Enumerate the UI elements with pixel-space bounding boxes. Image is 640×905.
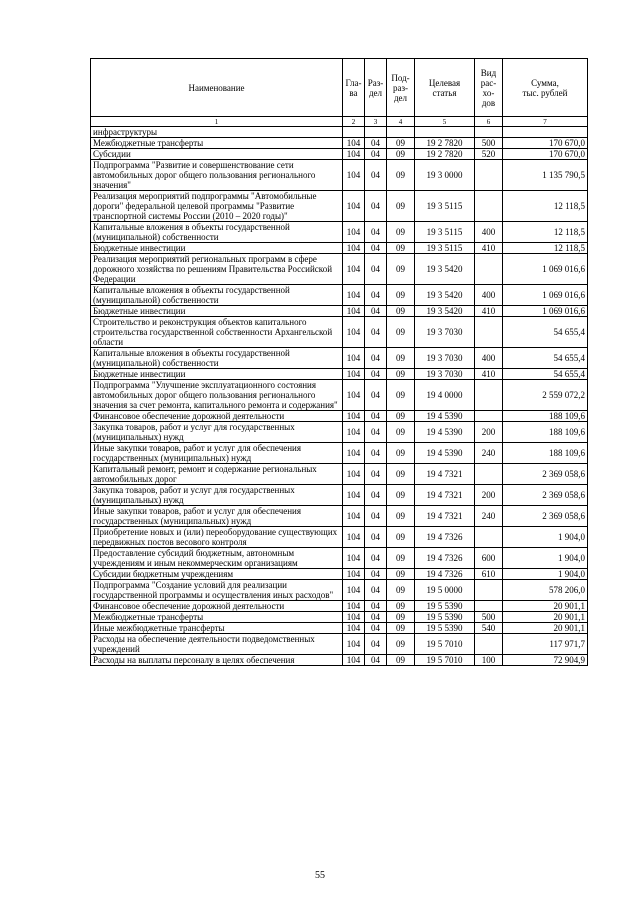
row-name: Приобретение новых и (или) переоборудование существующих передвижных постов весового контроля [91, 527, 343, 548]
row-razdel: 04 [365, 306, 387, 317]
row-podrazdel: 09 [387, 317, 415, 348]
table-row [91, 506, 588, 527]
row-name: Бюджетные инвестиции [91, 369, 343, 380]
row-razdel: 04 [365, 222, 387, 243]
table-row [91, 222, 588, 243]
row-target: 19 5 5390 [415, 612, 475, 623]
row-name: Расходы на обеспечение деятельности подведомственных учреждений [91, 634, 343, 655]
row-glava: 104 [343, 655, 365, 666]
row-target: 19 4 5390 [415, 411, 475, 422]
row-target: 19 3 5420 [415, 285, 475, 306]
row-podrazdel: 09 [387, 285, 415, 306]
row-name: Иные межбюджетные трансферты [91, 623, 343, 634]
row-sum: 72 904,9 [503, 655, 588, 666]
row-name: Бюджетные инвестиции [91, 306, 343, 317]
row-razdel [365, 127, 387, 138]
row-razdel: 04 [365, 285, 387, 306]
row-podrazdel: 09 [387, 634, 415, 655]
colnum-7: 7 [503, 117, 588, 127]
row-name: Закупка товаров, работ и услуг для государственных (муниципальных) нужд [91, 485, 343, 506]
row-glava: 104 [343, 380, 365, 411]
row-target: 19 3 7030 [415, 317, 475, 348]
colnum-2: 2 [343, 117, 365, 127]
row-podrazdel: 09 [387, 601, 415, 612]
row-target: 19 5 5390 [415, 623, 475, 634]
row-vid: 610 [475, 569, 503, 580]
row-razdel: 04 [365, 464, 387, 485]
row-razdel: 04 [365, 580, 387, 601]
row-name: Реализация мероприятий региональных программ в сфере дорожного хозяйства по решениям Правительства Российской Федерации [91, 254, 343, 285]
row-vid [475, 601, 503, 612]
row-vid [475, 380, 503, 411]
row-vid [475, 527, 503, 548]
row-vid: 410 [475, 306, 503, 317]
row-glava [343, 127, 365, 138]
row-razdel: 04 [365, 138, 387, 149]
table-row [91, 317, 588, 348]
row-target: 19 4 5390 [415, 443, 475, 464]
row-razdel: 04 [365, 422, 387, 443]
budget-table-page [90, 58, 587, 666]
header-name: Наименование [91, 59, 343, 117]
table-header-row [91, 59, 588, 117]
row-vid: 200 [475, 422, 503, 443]
table-row [91, 527, 588, 548]
table-row [91, 612, 588, 623]
row-name: Подпрограмма "Улучшение эксплуатационного состояния автомобильных дорог общего пользования регионального значения за счет ремонта, капитального ремонта и содержания" [91, 380, 343, 411]
row-sum: 54 655,4 [503, 317, 588, 348]
row-glava: 104 [343, 580, 365, 601]
row-target: 19 5 0000 [415, 580, 475, 601]
colnum-4: 4 [387, 117, 415, 127]
table-row [91, 191, 588, 222]
row-target: 19 3 5115 [415, 222, 475, 243]
row-sum: 170 670,0 [503, 149, 588, 160]
header-podrazdel: Под- раз- дел [387, 59, 415, 117]
row-target: 19 2 7820 [415, 138, 475, 149]
row-sum: 188 109,6 [503, 443, 588, 464]
row-target: 19 2 7820 [415, 149, 475, 160]
row-sum: 117 971,7 [503, 634, 588, 655]
table-row [91, 160, 588, 191]
table-row [91, 655, 588, 666]
row-razdel: 04 [365, 506, 387, 527]
table-row [91, 634, 588, 655]
row-sum: 54 655,4 [503, 369, 588, 380]
table-row [91, 348, 588, 369]
row-sum: 1 904,0 [503, 548, 588, 569]
table-body [91, 127, 588, 666]
row-glava: 104 [343, 254, 365, 285]
row-vid: 200 [475, 485, 503, 506]
row-vid [475, 411, 503, 422]
row-podrazdel: 09 [387, 443, 415, 464]
row-podrazdel: 09 [387, 149, 415, 160]
colnum-5: 5 [415, 117, 475, 127]
table-row [91, 254, 588, 285]
colnum-6: 6 [475, 117, 503, 127]
row-vid: 240 [475, 506, 503, 527]
table-row [91, 306, 588, 317]
row-target: 19 3 5420 [415, 306, 475, 317]
header-target: Целевая статья [415, 59, 475, 117]
row-podrazdel: 09 [387, 506, 415, 527]
row-glava: 104 [343, 612, 365, 623]
row-vid: 540 [475, 623, 503, 634]
table-row [91, 569, 588, 580]
row-target: 19 4 7326 [415, 548, 475, 569]
row-podrazdel [387, 127, 415, 138]
row-name: Бюджетные инвестиции [91, 243, 343, 254]
row-vid [475, 127, 503, 138]
row-glava: 104 [343, 527, 365, 548]
row-glava: 104 [343, 243, 365, 254]
row-target: 19 4 7321 [415, 506, 475, 527]
row-target: 19 4 7326 [415, 569, 475, 580]
row-target: 19 3 7030 [415, 348, 475, 369]
row-vid [475, 464, 503, 485]
row-glava: 104 [343, 149, 365, 160]
row-vid [475, 160, 503, 191]
row-name: Закупка товаров, работ и услуг для государственных (муниципальных) нужд [91, 422, 343, 443]
row-razdel: 04 [365, 254, 387, 285]
row-target: 19 4 7321 [415, 464, 475, 485]
row-razdel: 04 [365, 569, 387, 580]
row-razdel: 04 [365, 485, 387, 506]
row-glava: 104 [343, 548, 365, 569]
row-glava: 104 [343, 348, 365, 369]
row-target: 19 5 7010 [415, 634, 475, 655]
header-razdel: Раз- дел [365, 59, 387, 117]
colnum-1: 1 [91, 117, 343, 127]
row-razdel: 04 [365, 369, 387, 380]
row-vid [475, 634, 503, 655]
row-sum: 578 206,0 [503, 580, 588, 601]
row-glava: 104 [343, 485, 365, 506]
row-target: 19 4 5390 [415, 422, 475, 443]
row-vid: 520 [475, 149, 503, 160]
row-glava: 104 [343, 160, 365, 191]
table-row [91, 601, 588, 612]
row-sum: 2 369 058,6 [503, 464, 588, 485]
table-row [91, 380, 588, 411]
row-vid [475, 191, 503, 222]
table-row [91, 580, 588, 601]
row-razdel: 04 [365, 623, 387, 634]
table-row [91, 411, 588, 422]
row-glava: 104 [343, 506, 365, 527]
row-podrazdel: 09 [387, 612, 415, 623]
row-podrazdel: 09 [387, 485, 415, 506]
row-name: Реализация мероприятий подпрограммы "Автомобильные дороги" федеральной целевой программы "Развитие транспортной системы России (2010 – 2020 годы)" [91, 191, 343, 222]
row-razdel: 04 [365, 527, 387, 548]
row-razdel: 04 [365, 655, 387, 666]
row-razdel: 04 [365, 380, 387, 411]
row-podrazdel: 09 [387, 623, 415, 634]
row-glava: 104 [343, 569, 365, 580]
row-podrazdel: 09 [387, 464, 415, 485]
row-target: 19 3 0000 [415, 160, 475, 191]
row-vid: 240 [475, 443, 503, 464]
row-sum: 188 109,6 [503, 422, 588, 443]
row-vid: 410 [475, 243, 503, 254]
row-glava: 104 [343, 623, 365, 634]
column-number-row [91, 117, 588, 127]
row-sum: 170 670,0 [503, 138, 588, 149]
row-name: инфраструктуры [91, 127, 343, 138]
row-glava: 104 [343, 601, 365, 612]
row-vid [475, 580, 503, 601]
row-sum: 1 069 016,6 [503, 306, 588, 317]
row-name: Субсидии бюджетным учреждениям [91, 569, 343, 580]
row-razdel: 04 [365, 612, 387, 623]
row-sum: 2 559 072,2 [503, 380, 588, 411]
row-podrazdel: 09 [387, 222, 415, 243]
row-name: Межбюджетные трансферты [91, 138, 343, 149]
row-target: 19 3 7030 [415, 369, 475, 380]
row-podrazdel: 09 [387, 527, 415, 548]
row-podrazdel: 09 [387, 655, 415, 666]
row-podrazdel: 09 [387, 348, 415, 369]
row-glava: 104 [343, 191, 365, 222]
row-glava: 104 [343, 138, 365, 149]
row-sum: 20 901,1 [503, 612, 588, 623]
row-name: Иные закупки товаров, работ и услуг для обеспечения государственных (муниципальных) нужд [91, 443, 343, 464]
row-razdel: 04 [365, 348, 387, 369]
table-row [91, 485, 588, 506]
table-row [91, 623, 588, 634]
table-row [91, 369, 588, 380]
row-sum: 20 901,1 [503, 623, 588, 634]
row-target: 19 3 5420 [415, 254, 475, 285]
row-razdel: 04 [365, 149, 387, 160]
table-row [91, 285, 588, 306]
row-podrazdel: 09 [387, 254, 415, 285]
row-razdel: 04 [365, 317, 387, 348]
row-podrazdel: 09 [387, 243, 415, 254]
page-number: 55 [315, 870, 325, 881]
row-sum: 1 904,0 [503, 569, 588, 580]
row-name: Расходы на выплаты персоналу в целях обеспечения [91, 655, 343, 666]
row-sum: 2 369 058,6 [503, 485, 588, 506]
row-vid: 500 [475, 612, 503, 623]
row-podrazdel: 09 [387, 191, 415, 222]
row-razdel: 04 [365, 601, 387, 612]
row-sum [503, 127, 588, 138]
row-sum: 188 109,6 [503, 411, 588, 422]
colnum-3: 3 [365, 117, 387, 127]
table-row [91, 464, 588, 485]
row-sum: 1 069 016,6 [503, 254, 588, 285]
table-row [91, 138, 588, 149]
row-podrazdel: 09 [387, 138, 415, 149]
row-target: 19 4 7321 [415, 485, 475, 506]
row-sum: 2 369 058,6 [503, 506, 588, 527]
row-podrazdel: 09 [387, 411, 415, 422]
row-sum: 12 118,5 [503, 243, 588, 254]
header-vid: Вид рас- хо- дов [475, 59, 503, 117]
row-podrazdel: 09 [387, 306, 415, 317]
row-target: 19 5 5390 [415, 601, 475, 612]
row-glava: 104 [343, 369, 365, 380]
row-razdel: 04 [365, 634, 387, 655]
row-glava: 104 [343, 464, 365, 485]
row-name: Капитальные вложения в объекты государственной (муниципальной) собственности [91, 348, 343, 369]
row-name: Иные закупки товаров, работ и услуг для обеспечения государственных (муниципальных) нужд [91, 506, 343, 527]
row-name: Финансовое обеспечение дорожной деятельности [91, 411, 343, 422]
row-name: Межбюджетные трансферты [91, 612, 343, 623]
table-row [91, 127, 588, 138]
row-name: Субсидии [91, 149, 343, 160]
row-vid: 400 [475, 222, 503, 243]
row-name: Капитальные вложения в объекты государственной (муниципальной) собственности [91, 285, 343, 306]
row-sum: 1 904,0 [503, 527, 588, 548]
row-glava: 104 [343, 306, 365, 317]
row-target: 19 4 0000 [415, 380, 475, 411]
row-podrazdel: 09 [387, 548, 415, 569]
row-name: Предоставление субсидий бюджетным, автономным учреждениям и иным некоммерческим организациям [91, 548, 343, 569]
row-vid: 400 [475, 348, 503, 369]
row-target: 19 3 5115 [415, 243, 475, 254]
row-sum: 12 118,5 [503, 191, 588, 222]
row-vid: 400 [475, 285, 503, 306]
row-glava: 104 [343, 411, 365, 422]
table-row [91, 149, 588, 160]
row-sum: 1 069 016,6 [503, 285, 588, 306]
row-razdel: 04 [365, 191, 387, 222]
table-row [91, 243, 588, 254]
row-target: 19 3 5115 [415, 191, 475, 222]
header-glava: Гла- ва [343, 59, 365, 117]
table-row [91, 422, 588, 443]
row-glava: 104 [343, 634, 365, 655]
row-glava: 104 [343, 317, 365, 348]
row-name: Строительство и реконструкция объектов капитального строительства государственной собственности Архангельской области [91, 317, 343, 348]
row-name: Подпрограмма "Создание условий для реализации государственной программы и осуществления иных расходов" [91, 580, 343, 601]
row-target: 19 4 7326 [415, 527, 475, 548]
row-razdel: 04 [365, 443, 387, 464]
row-name: Финансовое обеспечение дорожной деятельности [91, 601, 343, 612]
row-podrazdel: 09 [387, 580, 415, 601]
row-sum: 54 655,4 [503, 348, 588, 369]
row-sum: 20 901,1 [503, 601, 588, 612]
row-podrazdel: 09 [387, 369, 415, 380]
row-name: Капитальный ремонт, ремонт и содержание региональных автомобильных дорог [91, 464, 343, 485]
budget-table [90, 58, 588, 666]
row-vid: 500 [475, 138, 503, 149]
row-podrazdel: 09 [387, 569, 415, 580]
row-podrazdel: 09 [387, 380, 415, 411]
row-glava: 104 [343, 443, 365, 464]
row-sum: 1 135 790,5 [503, 160, 588, 191]
table-row [91, 443, 588, 464]
row-vid: 410 [475, 369, 503, 380]
row-razdel: 04 [365, 160, 387, 191]
row-razdel: 04 [365, 411, 387, 422]
header-sum: Сумма, тыс. рублей [503, 59, 588, 117]
row-vid: 100 [475, 655, 503, 666]
table-row [91, 548, 588, 569]
row-vid: 600 [475, 548, 503, 569]
row-glava: 104 [343, 222, 365, 243]
row-razdel: 04 [365, 548, 387, 569]
row-podrazdel: 09 [387, 160, 415, 191]
row-target: 19 5 7010 [415, 655, 475, 666]
row-vid [475, 254, 503, 285]
row-name: Подпрограмма "Развитие и совершенствование сети автомобильных дорог общего пользования регионального значения" [91, 160, 343, 191]
row-sum: 12 118,5 [503, 222, 588, 243]
row-vid [475, 317, 503, 348]
row-podrazdel: 09 [387, 422, 415, 443]
row-glava: 104 [343, 285, 365, 306]
row-target [415, 127, 475, 138]
row-glava: 104 [343, 422, 365, 443]
row-razdel: 04 [365, 243, 387, 254]
row-name: Капитальные вложения в объекты государственной (муниципальной) собственности [91, 222, 343, 243]
